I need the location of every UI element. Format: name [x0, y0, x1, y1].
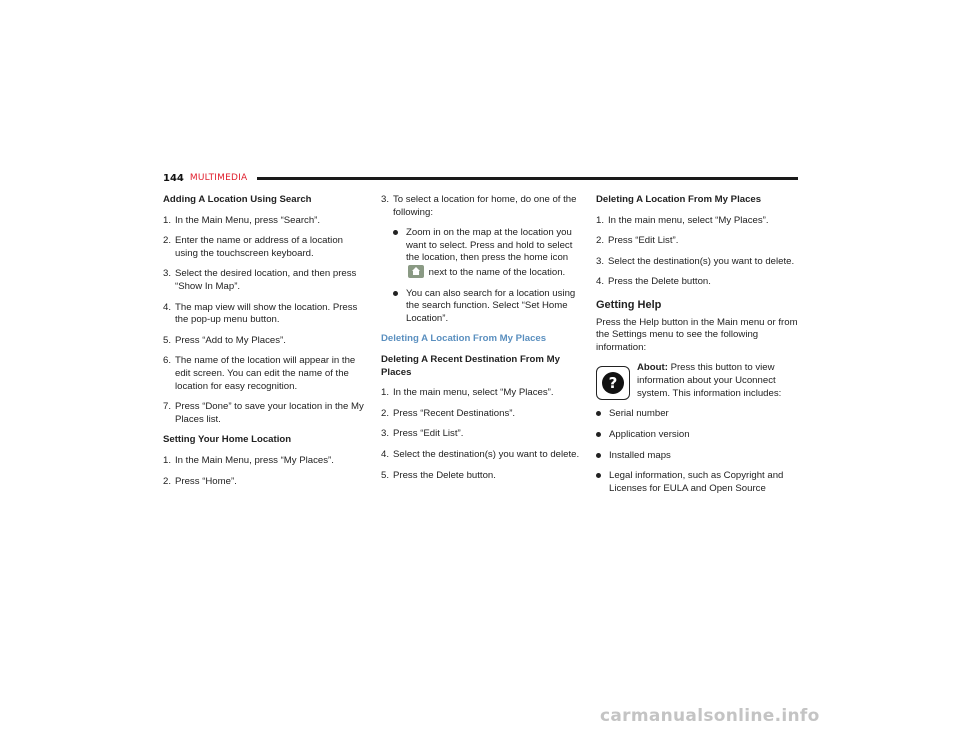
bullet-icon	[596, 429, 609, 442]
help-icon-glyph: ?	[602, 372, 624, 394]
heading-deleting-location-blue: Deleting A Location From My Places	[381, 333, 547, 345]
section-title: MULTIMEDIA	[189, 173, 248, 183]
bullet-text-part: next to the name of the location.	[428, 266, 566, 278]
step-text: Select the destination(s) you want to delete.	[393, 448, 580, 460]
step-number: 3.	[596, 255, 605, 267]
list-item	[163, 355, 368, 393]
list-item	[163, 215, 368, 228]
bullet-text: Legal information, such as Copyright and Licenses for EULA and Open Source	[609, 470, 784, 494]
heading-delete-recent: Deleting A Recent Destination From My Places	[381, 353, 560, 378]
column-3	[596, 194, 801, 503]
bullet-icon	[393, 227, 406, 279]
list-item	[163, 302, 368, 327]
step-text: Press “Home”.	[175, 475, 237, 487]
step-number: 4.	[596, 276, 605, 288]
step-number: 1.	[596, 214, 605, 226]
list-item	[163, 335, 368, 348]
step-number: 2.	[596, 235, 605, 247]
list-item	[163, 476, 368, 489]
step-text: Press “Edit List”.	[393, 428, 464, 440]
list-item	[163, 268, 368, 293]
step-number: 2.	[381, 407, 390, 419]
bullet-icon	[596, 408, 609, 421]
header-rule	[257, 177, 798, 180]
list-item	[163, 401, 368, 426]
column-1	[163, 194, 368, 496]
bullet-item	[596, 470, 801, 495]
bullet-item	[393, 227, 586, 279]
step-number: 3.	[381, 194, 390, 205]
heading-deleting-location: Deleting A Location From My Places	[596, 194, 762, 205]
step-number: 2.	[163, 235, 172, 247]
step-number: 4.	[163, 301, 172, 313]
step-number: 3.	[381, 428, 390, 440]
list-item	[381, 449, 586, 462]
step-text: Press “Edit List”.	[608, 235, 679, 247]
column-2	[381, 194, 586, 490]
bullet-text: Application version	[609, 428, 690, 440]
list-item	[381, 408, 586, 421]
about-label: About:	[637, 362, 668, 374]
step-text: In the Main Menu, press “My Places”.	[175, 454, 334, 466]
step-text: Press “Add to My Places”.	[175, 334, 286, 346]
bullet-text	[406, 227, 586, 279]
heading-adding-location: Adding A Location Using Search	[163, 194, 312, 205]
step-number: 1.	[163, 454, 172, 466]
page-header	[163, 172, 798, 184]
list-item	[163, 235, 368, 260]
step-text: Enter the name or address of a location using the touchscreen keyboard.	[175, 235, 343, 259]
step-text: The name of the location will appear in the edit screen. You can edit the name of the location for easy recognition.	[175, 355, 356, 392]
list-item	[163, 455, 368, 468]
step-text: The map view will show the location. Press the pop-up menu button.	[175, 301, 358, 326]
step-number: 1.	[163, 214, 172, 226]
bullet-icon	[393, 288, 406, 326]
step-text: Select the destination(s) you want to delete.	[608, 255, 795, 267]
step-number: 5.	[163, 334, 172, 346]
about-text: Press this button to view information about your Uconnect system. This information includes:	[637, 362, 782, 399]
step-text: In the main menu, select “My Places”.	[608, 214, 769, 226]
bullet-item	[393, 288, 586, 326]
heading-home-location: Setting Your Home Location	[163, 434, 292, 446]
bullet-item	[596, 450, 801, 463]
step-text: Press the Delete button.	[393, 469, 496, 481]
about-block	[596, 362, 801, 400]
step-text: Press “Recent Destinations”.	[393, 407, 516, 419]
step-number: 7.	[163, 401, 172, 413]
step-number: 5.	[381, 469, 390, 481]
home-icon	[408, 265, 424, 278]
step-text: Press the Delete button.	[608, 276, 711, 288]
list-item	[381, 387, 586, 400]
list-item	[381, 428, 586, 441]
bullet-text: You can also search for a location using the search function. Select “Set Home Location”.	[406, 287, 576, 324]
heading-getting-help: Getting Help	[596, 298, 662, 311]
list-item	[381, 194, 586, 219]
step-number: 1.	[381, 387, 390, 399]
step-number: 4.	[381, 448, 390, 460]
list-item	[381, 470, 586, 483]
step-text: In the Main Menu, press “Search”.	[175, 214, 321, 226]
list-item	[596, 276, 801, 289]
help-question-icon	[596, 366, 630, 400]
page-number: 144	[163, 172, 184, 184]
about-text-block	[637, 362, 801, 400]
step-text: In the main menu, select “My Places”.	[393, 387, 554, 399]
bullet-text-part: Zoom in on the map at the location you want to select. Press and hold to select the location, then press the home icon	[406, 227, 573, 264]
step-number: 3.	[163, 268, 172, 280]
bullet-item	[596, 429, 801, 442]
watermark: carmanualsonline.info	[600, 706, 820, 726]
bullet-icon	[596, 470, 609, 495]
list-item	[596, 215, 801, 228]
step-number: 2.	[163, 475, 172, 487]
bullet-icon	[596, 450, 609, 463]
bullet-item	[596, 408, 801, 421]
step-text: Press “Done” to save your location in the My Places list.	[175, 401, 364, 425]
help-paragraph: Press the Help button in the Main menu or from the Settings menu to see the following information:	[596, 316, 798, 353]
step-text: To select a location for home, do one of the following:	[393, 194, 577, 218]
list-item	[596, 235, 801, 248]
step-number: 6.	[163, 355, 172, 367]
bullet-text: Serial number	[609, 408, 669, 420]
list-item	[596, 256, 801, 269]
step-text: Select the desired location, and then press “Show In Map”.	[175, 268, 357, 292]
bullet-text: Installed maps	[609, 449, 671, 461]
